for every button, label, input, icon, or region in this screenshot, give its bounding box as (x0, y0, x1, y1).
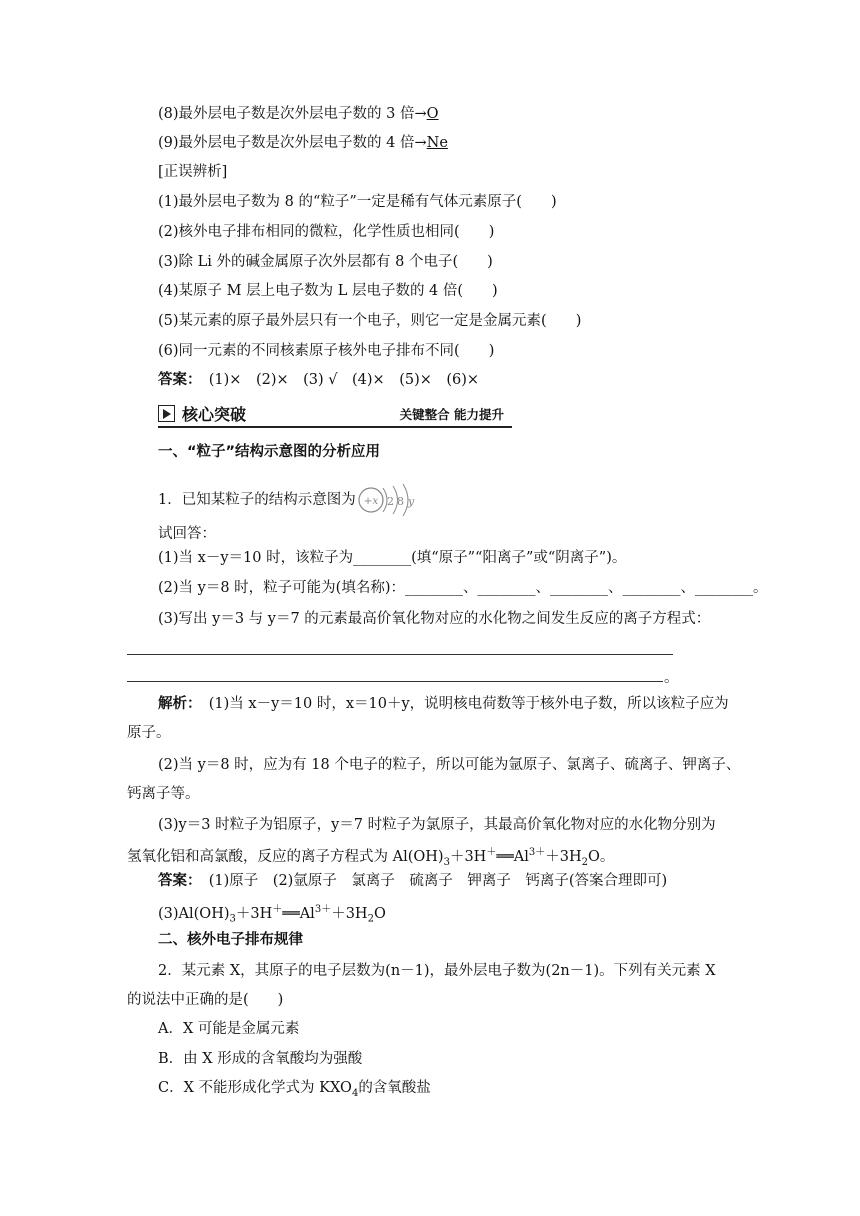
section-1-heading: 一、“粒子”结构示意图的分析应用 (158, 444, 381, 460)
analysis-1-line-2: 原子。 (127, 725, 171, 741)
judge-item-6: (6)同一元素的不同核素原子核外电子排布不同( ) (158, 343, 495, 359)
atom-structure-diagram (356, 482, 420, 518)
question-1-part-1: (1)当 x－y＝10 时，该粒子为________(填“原子”“阳离子”或“阴离子”)。 (158, 550, 627, 566)
analysis-2-line-1: (2)当 y＝8 时，应为有 18 个电子的粒子，所以可能为氩原子、氯离子、硫离子、钾离子、 (158, 757, 741, 773)
judge-item-3: (3)除 Li 外的碱金属原子次外层都有 8 个电子( ) (158, 254, 493, 270)
shell-3-count: y (407, 495, 414, 508)
answer-1-equation: $(3)Al(OH)_3+3H^+══Al^{3+}+3H_2O$ (158, 904, 386, 925)
answer-blank-line-2 (127, 681, 663, 682)
answer-blank-line-1 (127, 654, 673, 655)
answer-1: 答案： (1)原子 (2)氩原子 氯离子 硫离子 钾离子 钙离子(答案合理即可) (158, 873, 668, 889)
option-a: A．X 可能是金属元素 (158, 1021, 300, 1037)
judge-item-4: (4)某原子 M 层上电子数为 L 层电子数的 4 倍( ) (158, 283, 498, 299)
judge-title: [正误辨析] (158, 164, 228, 180)
question-1-ask: 试回答： (158, 526, 216, 542)
banner-subtitle: 关键整合 能力提升 (399, 407, 504, 422)
answer-o: O (426, 106, 439, 122)
play-icon (158, 405, 175, 422)
rule-line-9: (9)最外层电子数是次外层电子数的 4 倍→Ne (158, 135, 448, 151)
nucleus-label: +x (363, 495, 379, 507)
question-2-line-1: 2．某元素 X，其原子的电子层数为(n－1)，最外层电子数为(2n－1)。下列有关元素 X (158, 963, 716, 979)
analysis-3-line-2: 氢氧化铝和高氯酸，反应的离子方程式为 $Al(OH)_3+3H^+══Al^{3+}+3H_2O$。 (127, 847, 615, 868)
analysis-3-line-1: (3)y＝3 时粒子为铝原子，y＝7 时粒子为氯原子，其最高价氧化物对应的水化物分别为 (158, 817, 716, 833)
banner-title: 核心突破 (182, 405, 247, 424)
question-1-part-2: (2)当 y＝8 时，粒子可能为(填名称)：________、________、________、________、________。 (158, 580, 768, 596)
shell-2-count: 8 (396, 495, 404, 508)
judge-item-2: (2)核外电子排布相同的微粒，化学性质也相同( ) (158, 224, 495, 240)
question-1-intro: 1．已知某粒子的结构示意图为 +x 2 8 y (158, 482, 420, 518)
judge-answers: 答案： (1)× (2)× (3) √ (4)× (5)× (6)× (158, 372, 480, 388)
question-1-part-3: (3)写出 y＝3 与 y＝7 的元素最高价氧化物对应的水化物之间发生反应的离子方程式： (158, 611, 711, 627)
analysis-2-line-2: 钙离子等。 (127, 786, 200, 802)
ionic-equation: $Al(OH)_3+3H^+══Al^{3+}+3H_2O$。 (392, 847, 615, 868)
answer-ne: Ne (426, 135, 448, 151)
option-c: C．X 不能形成化学式为 $KXO_4$的含氧酸盐 (158, 1080, 431, 1099)
section-2-heading: 二、核外电子排布规律 (158, 932, 303, 948)
judge-item-1: (1)最外层电子数为 8 的“粒子”一定是稀有气体元素原子( ) (158, 194, 557, 210)
shell-1-count: 2 (386, 495, 394, 508)
option-b: B．由 X 形成的含氧酸均为强酸 (158, 1051, 363, 1067)
analysis-1-line-1: 解析： (1)当 x－y＝10 时，x＝10＋y，说明核电荷数等于核外电子数，所以该粒子应为 (158, 696, 729, 712)
judge-item-5: (5)某元素的原子最外层只有一个电子，则它一定是金属元素( ) (158, 313, 582, 329)
rule-line-8: (8)最外层电子数是次外层电子数的 3 倍→O (158, 106, 439, 122)
blank-period: 。 (664, 670, 679, 686)
section-banner (158, 402, 512, 428)
question-2-line-2: 的说法中正确的是( ) (127, 992, 284, 1008)
